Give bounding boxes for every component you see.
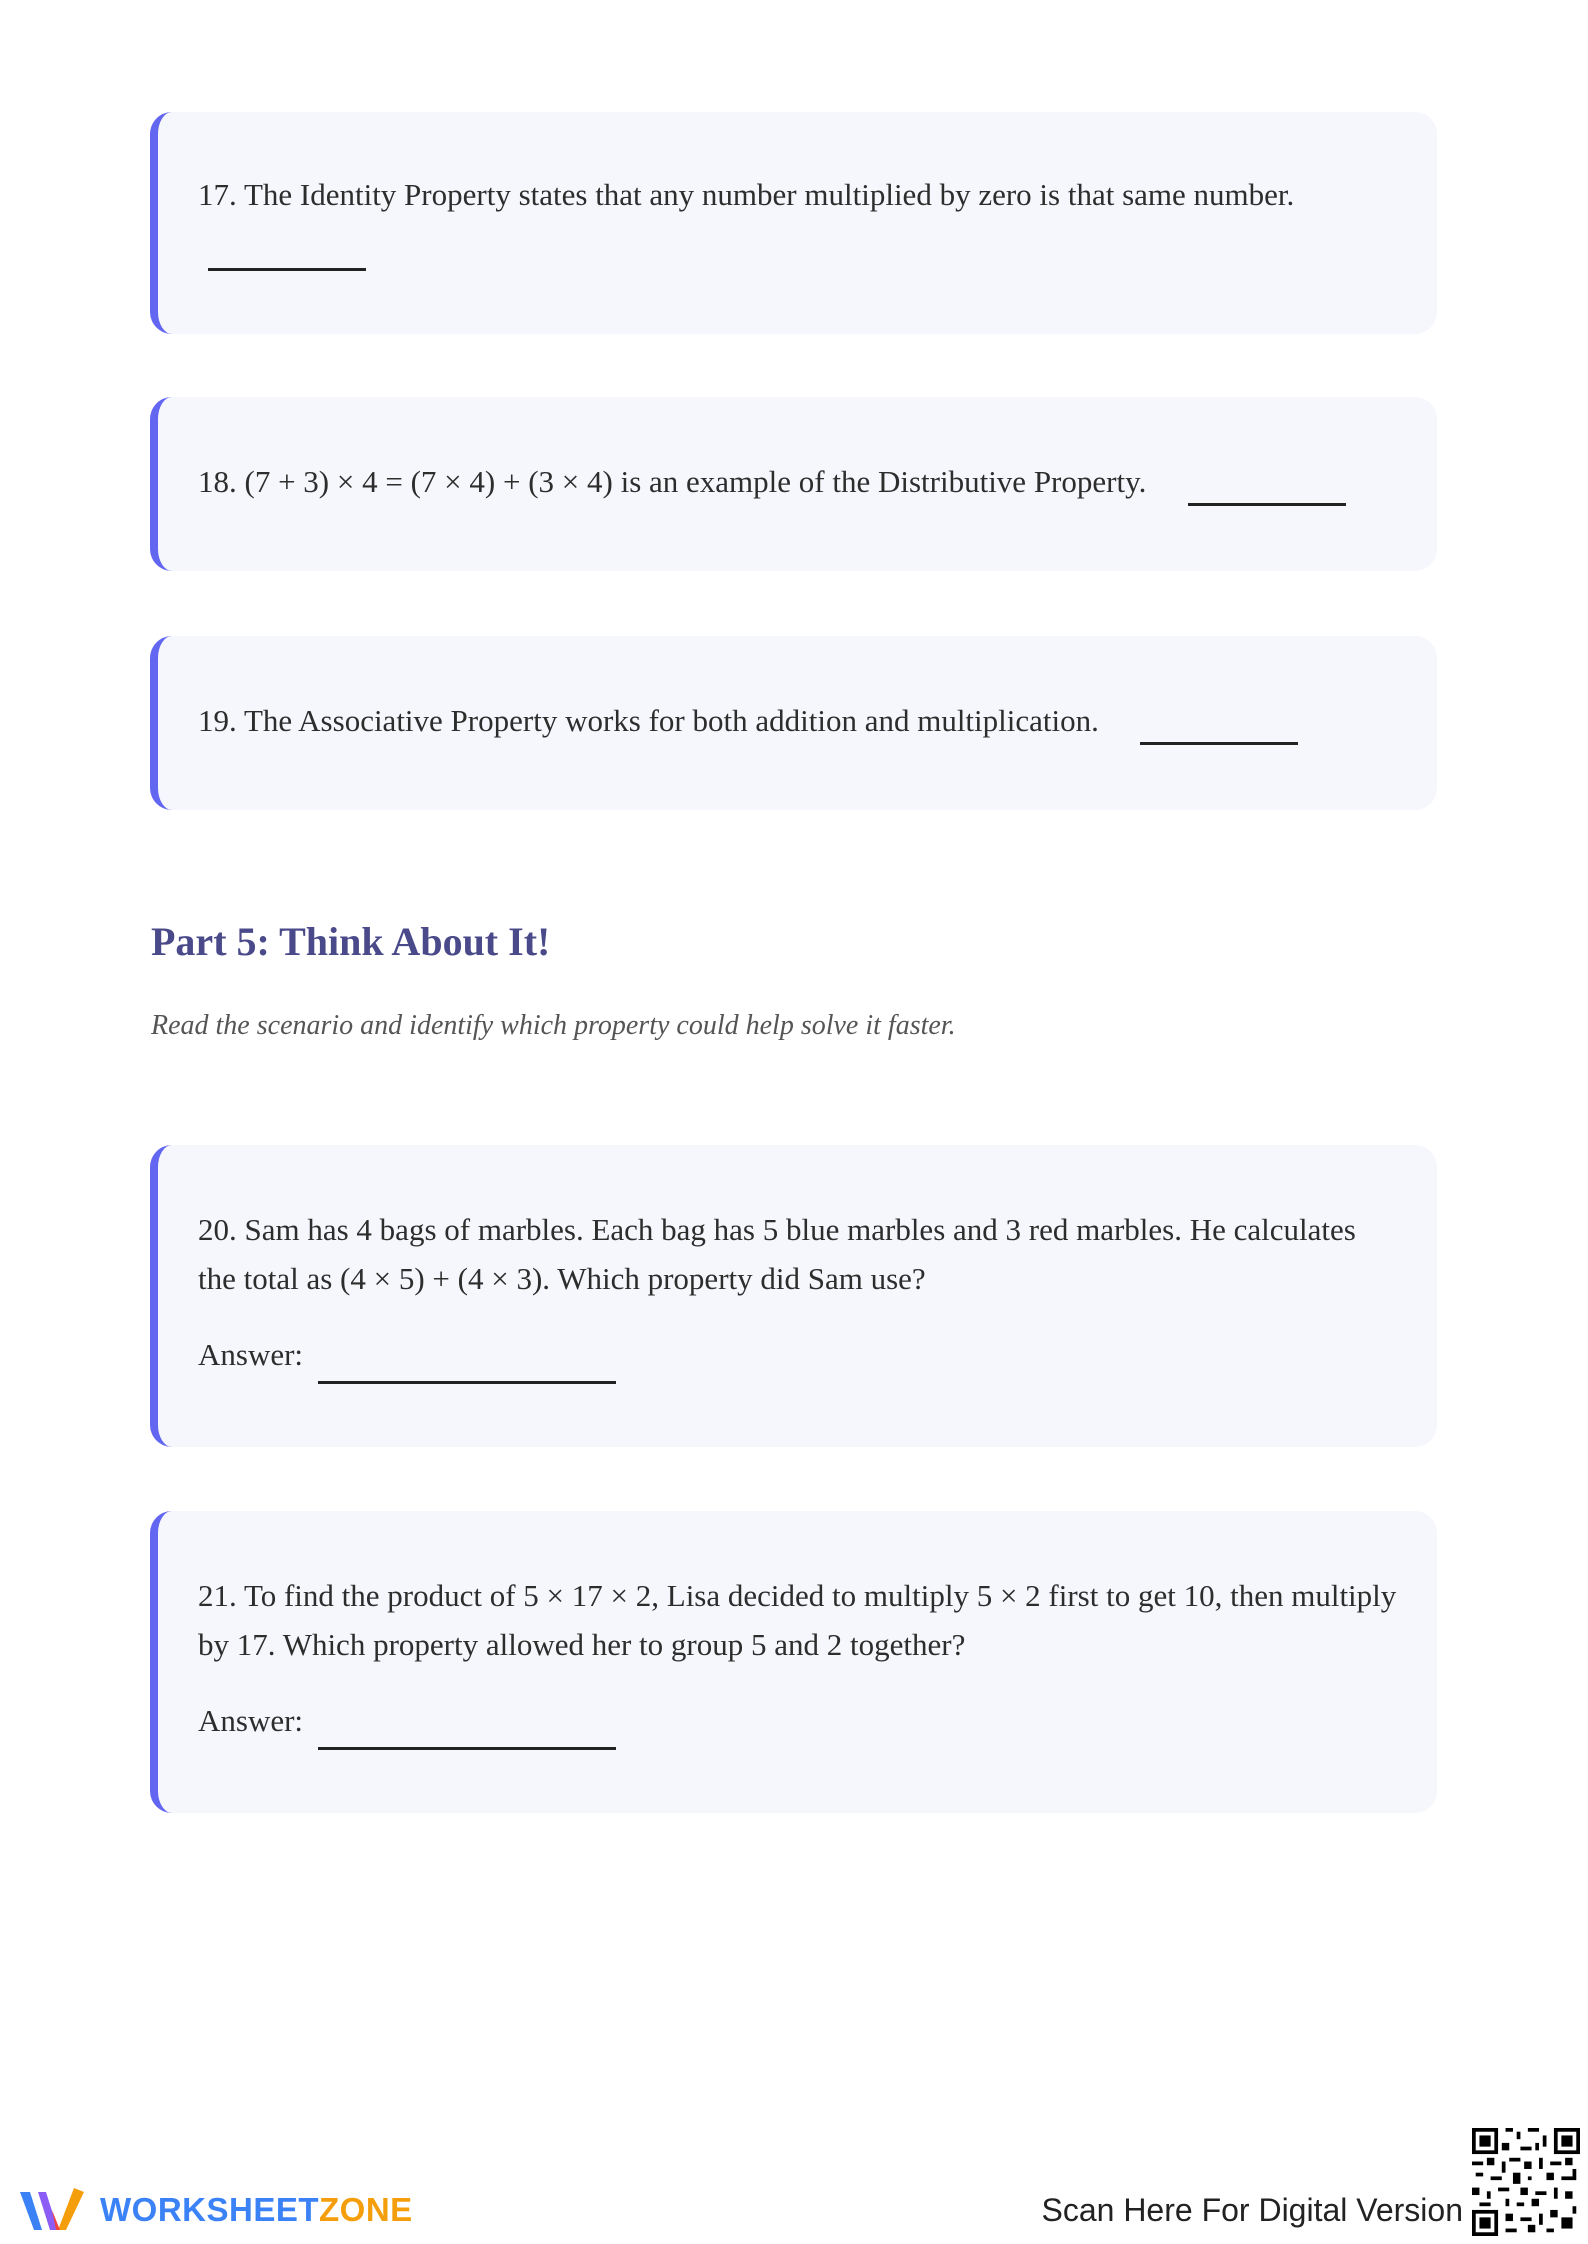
question-text: 20. Sam has 4 bags of marbles. Each bag has 5 blue marbles and 3 red marbles. He calculates the total as (4 × 5) + (4 × 3). Which property did Sam use? [198,1212,1356,1296]
answer-label: Answer: [198,1337,304,1372]
answer-blank[interactable] [208,268,366,271]
answer-blank[interactable] [318,1381,616,1384]
question-text: 21. To find the product of 5 × 17 × 2, Lisa decided to multiply 5 × 2 first to get 10, then multiply by 17. Which property allowed her to group 5 and 2 together? [198,1578,1397,1662]
question-text: 19. The Associative Property works for both addition and multiplication. [198,703,1099,738]
answer-blank[interactable] [1188,503,1346,506]
section-title: Part 5: Think About It! [151,919,551,964]
question-text: 18. (7 + 3) × 4 = (7 × 4) + (3 × 4) is an example of the Distributive Property. [198,464,1147,499]
answer-label: Answer: [198,1703,304,1738]
answer-blank[interactable] [1140,742,1298,745]
worksheetzone-logo [16,2182,413,2238]
question-card [150,397,1437,571]
logo-text: WORKSHEETZONE [100,2191,413,2228]
question-text: 17. The Identity Property states that any number multiplied by zero is that same number. [198,177,1295,212]
question-card [150,1511,1437,1813]
question-card [150,1145,1437,1447]
scan-text: Scan Here For Digital Version [1041,2192,1463,2228]
qr-code-icon[interactable] [1472,2128,1580,2236]
section-subtitle: Read the scenario and identify which property could help solve it faster. [151,1010,956,1041]
question-card [150,112,1437,334]
question-card [150,636,1437,810]
answer-blank[interactable] [318,1747,616,1750]
logo-w-icon [16,2182,90,2238]
